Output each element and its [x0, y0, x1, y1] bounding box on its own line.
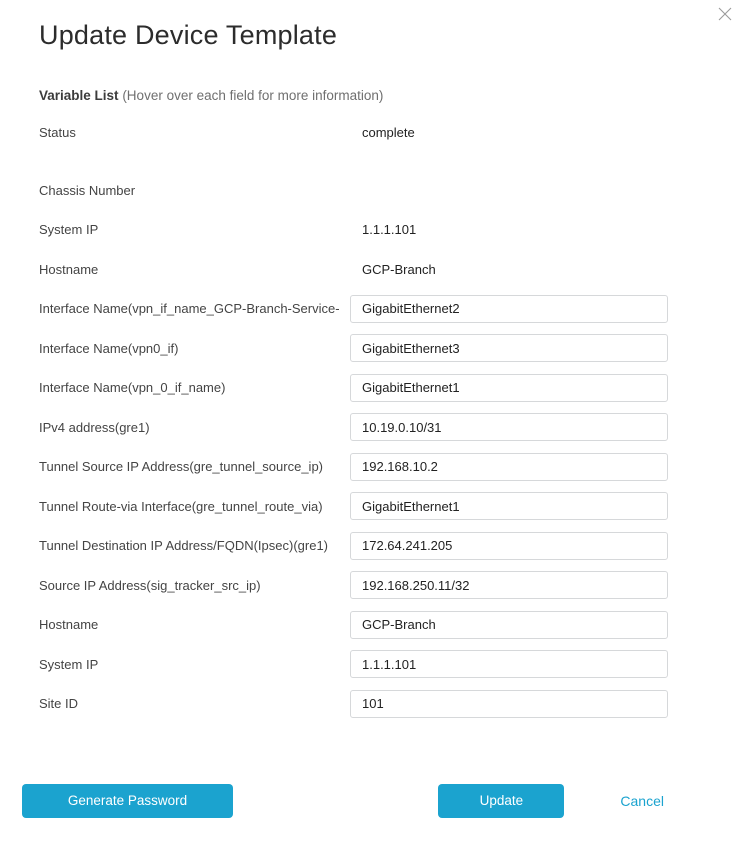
field-value: complete [362, 125, 415, 141]
field-label: Interface Name(vpn0_if) [39, 340, 179, 356]
field-input[interactable] [350, 374, 668, 402]
field-input[interactable] [350, 453, 668, 481]
field-label: Interface Name(vpn_if_name_GCP-Branch-Service- [39, 301, 340, 317]
input-row [0, 526, 752, 566]
variable-list-hint: (Hover over each field for more information) [122, 88, 384, 103]
field-label: Site ID [39, 696, 79, 712]
field-label: System IP [39, 222, 99, 238]
field-label: Tunnel Source IP Address(gre_tunnel_source_ip) [39, 459, 324, 475]
field-input[interactable] [350, 413, 668, 441]
static-row [0, 250, 752, 290]
field-label: IPv4 address(gre1) [39, 419, 150, 435]
field-label: Tunnel Route-via Interface(gre_tunnel_route_via) [39, 498, 323, 514]
field-value: GCP-Branch [362, 261, 436, 277]
field-label: Chassis Number [39, 182, 136, 198]
input-row [0, 566, 752, 606]
field-label: Interface Name(vpn_0_if_name) [39, 380, 226, 396]
update-button[interactable]: Update [438, 784, 564, 818]
variable-rows [0, 113, 752, 724]
input-row [0, 447, 752, 487]
field-input[interactable] [350, 334, 668, 362]
input-row [0, 368, 752, 408]
field-label: Hostname [39, 617, 99, 633]
field-label: Hostname [39, 261, 99, 277]
field-label: System IP [39, 656, 99, 672]
dialog-footer [0, 784, 752, 818]
input-row [0, 684, 752, 724]
field-label: Source IP Address(sig_tracker_src_ip) [39, 577, 261, 593]
field-input[interactable] [350, 532, 668, 560]
input-row [0, 289, 752, 329]
variable-list-heading [39, 88, 713, 103]
field-input[interactable] [350, 571, 668, 599]
field-input[interactable] [350, 492, 668, 520]
input-row [0, 408, 752, 448]
close-icon[interactable] [717, 6, 733, 22]
field-input[interactable] [350, 650, 668, 678]
field-input[interactable] [350, 295, 668, 323]
generate-password-button[interactable]: Generate Password [22, 784, 233, 818]
input-row [0, 645, 752, 685]
field-input[interactable] [350, 690, 668, 718]
input-row [0, 605, 752, 645]
field-label: Status [39, 125, 76, 141]
cancel-button[interactable]: Cancel [620, 792, 664, 809]
field-input[interactable] [350, 611, 668, 639]
static-row [0, 171, 752, 211]
input-row [0, 487, 752, 527]
variable-list-title: Variable List [39, 88, 119, 103]
footer-right-group [438, 784, 664, 818]
static-row [0, 210, 752, 250]
field-value: 1.1.1.101 [362, 222, 417, 238]
static-row [0, 113, 752, 153]
page-title: Update Device Template [39, 20, 338, 50]
field-label: Tunnel Destination IP Address/FQDN(Ipsec)(gre1) [39, 538, 329, 554]
input-row [0, 329, 752, 369]
